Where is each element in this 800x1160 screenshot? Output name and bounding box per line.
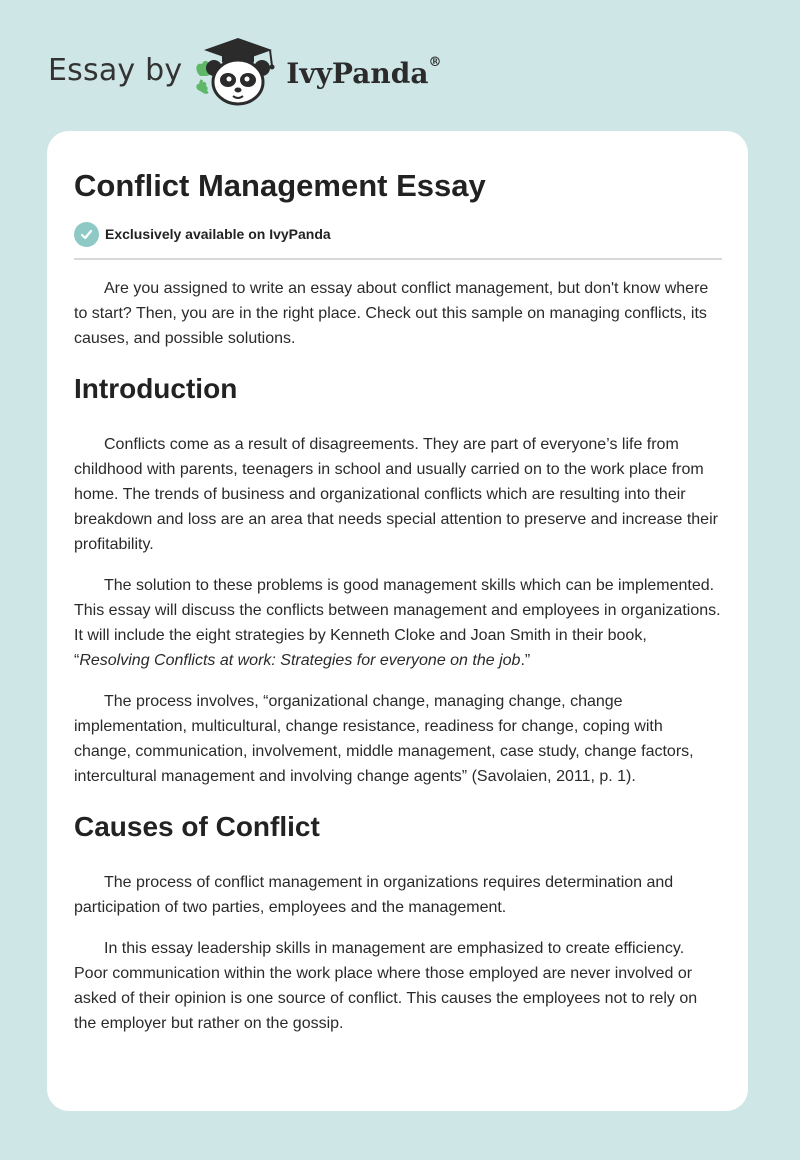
checkmark-icon bbox=[74, 222, 99, 247]
paragraph: The process of conflict management in organizations requires determination and participation of two parties, employees and the management. bbox=[74, 874, 674, 916]
paragraph: In this essay leadership skills in management are emphasized to create efficiency. Poor communication within the work place where those employed are never involved or asked of their opinion is one source of conflict. This causes the employees not to rely on the employer but rather on the gossip. bbox=[74, 940, 698, 1032]
section-heading-introduction: Introduction bbox=[74, 373, 238, 404]
essay-by-label: Essay by bbox=[48, 52, 183, 88]
section-heading-causes: Causes of Conflict bbox=[74, 811, 320, 842]
lead-paragraph: Are you assigned to write an essay about conflict management, but don't know where to start? Then, you are in the right place. Check out this sample on managing conflicts, its causes, and possible solutions. bbox=[74, 280, 709, 347]
paragraph: The process involves, “organizational change, managing change, change implementation, multicultural, change resistance, readiness for change, coping with change, communication, involvement, middle management, case study, change factors, intercultural management and involving change agents” (Savolaien, 2011, p. 1). bbox=[74, 693, 694, 785]
registered-mark: ® bbox=[428, 54, 442, 70]
paragraph: The solution to these problems is good management skills which can be implemented. This essay will discuss the conflicts between management and employees in organizations. It will include the eight strategies by Kenneth Cloke and Joan Smith in their book, “Resolving Conflicts at work: Strategies for everyone on the job.” bbox=[74, 577, 721, 669]
paragraph: Conflicts come as a result of disagreements. They are part of everyone’s life from childhood with parents, teenagers in school and usually carried on to the work place from home. The trends of business and organizational conflicts which are resulting into their breakdown and loss are an area that needs special attention to preserve and increase their profitability. bbox=[74, 436, 718, 553]
essay-card bbox=[47, 131, 748, 1111]
panda-logo-icon[interactable] bbox=[192, 36, 284, 108]
brand-name[interactable]: IvyPanda® bbox=[286, 54, 442, 90]
site-header bbox=[48, 36, 441, 108]
exclusive-badge bbox=[74, 221, 722, 247]
exclusive-label: Exclusively available on IvyPanda bbox=[105, 226, 331, 242]
title-divider bbox=[74, 258, 722, 260]
page-title: Conflict Management Essay bbox=[74, 168, 486, 203]
book-title: Resolving Conflicts at work: Strategies for everyone on the job bbox=[79, 652, 521, 669]
